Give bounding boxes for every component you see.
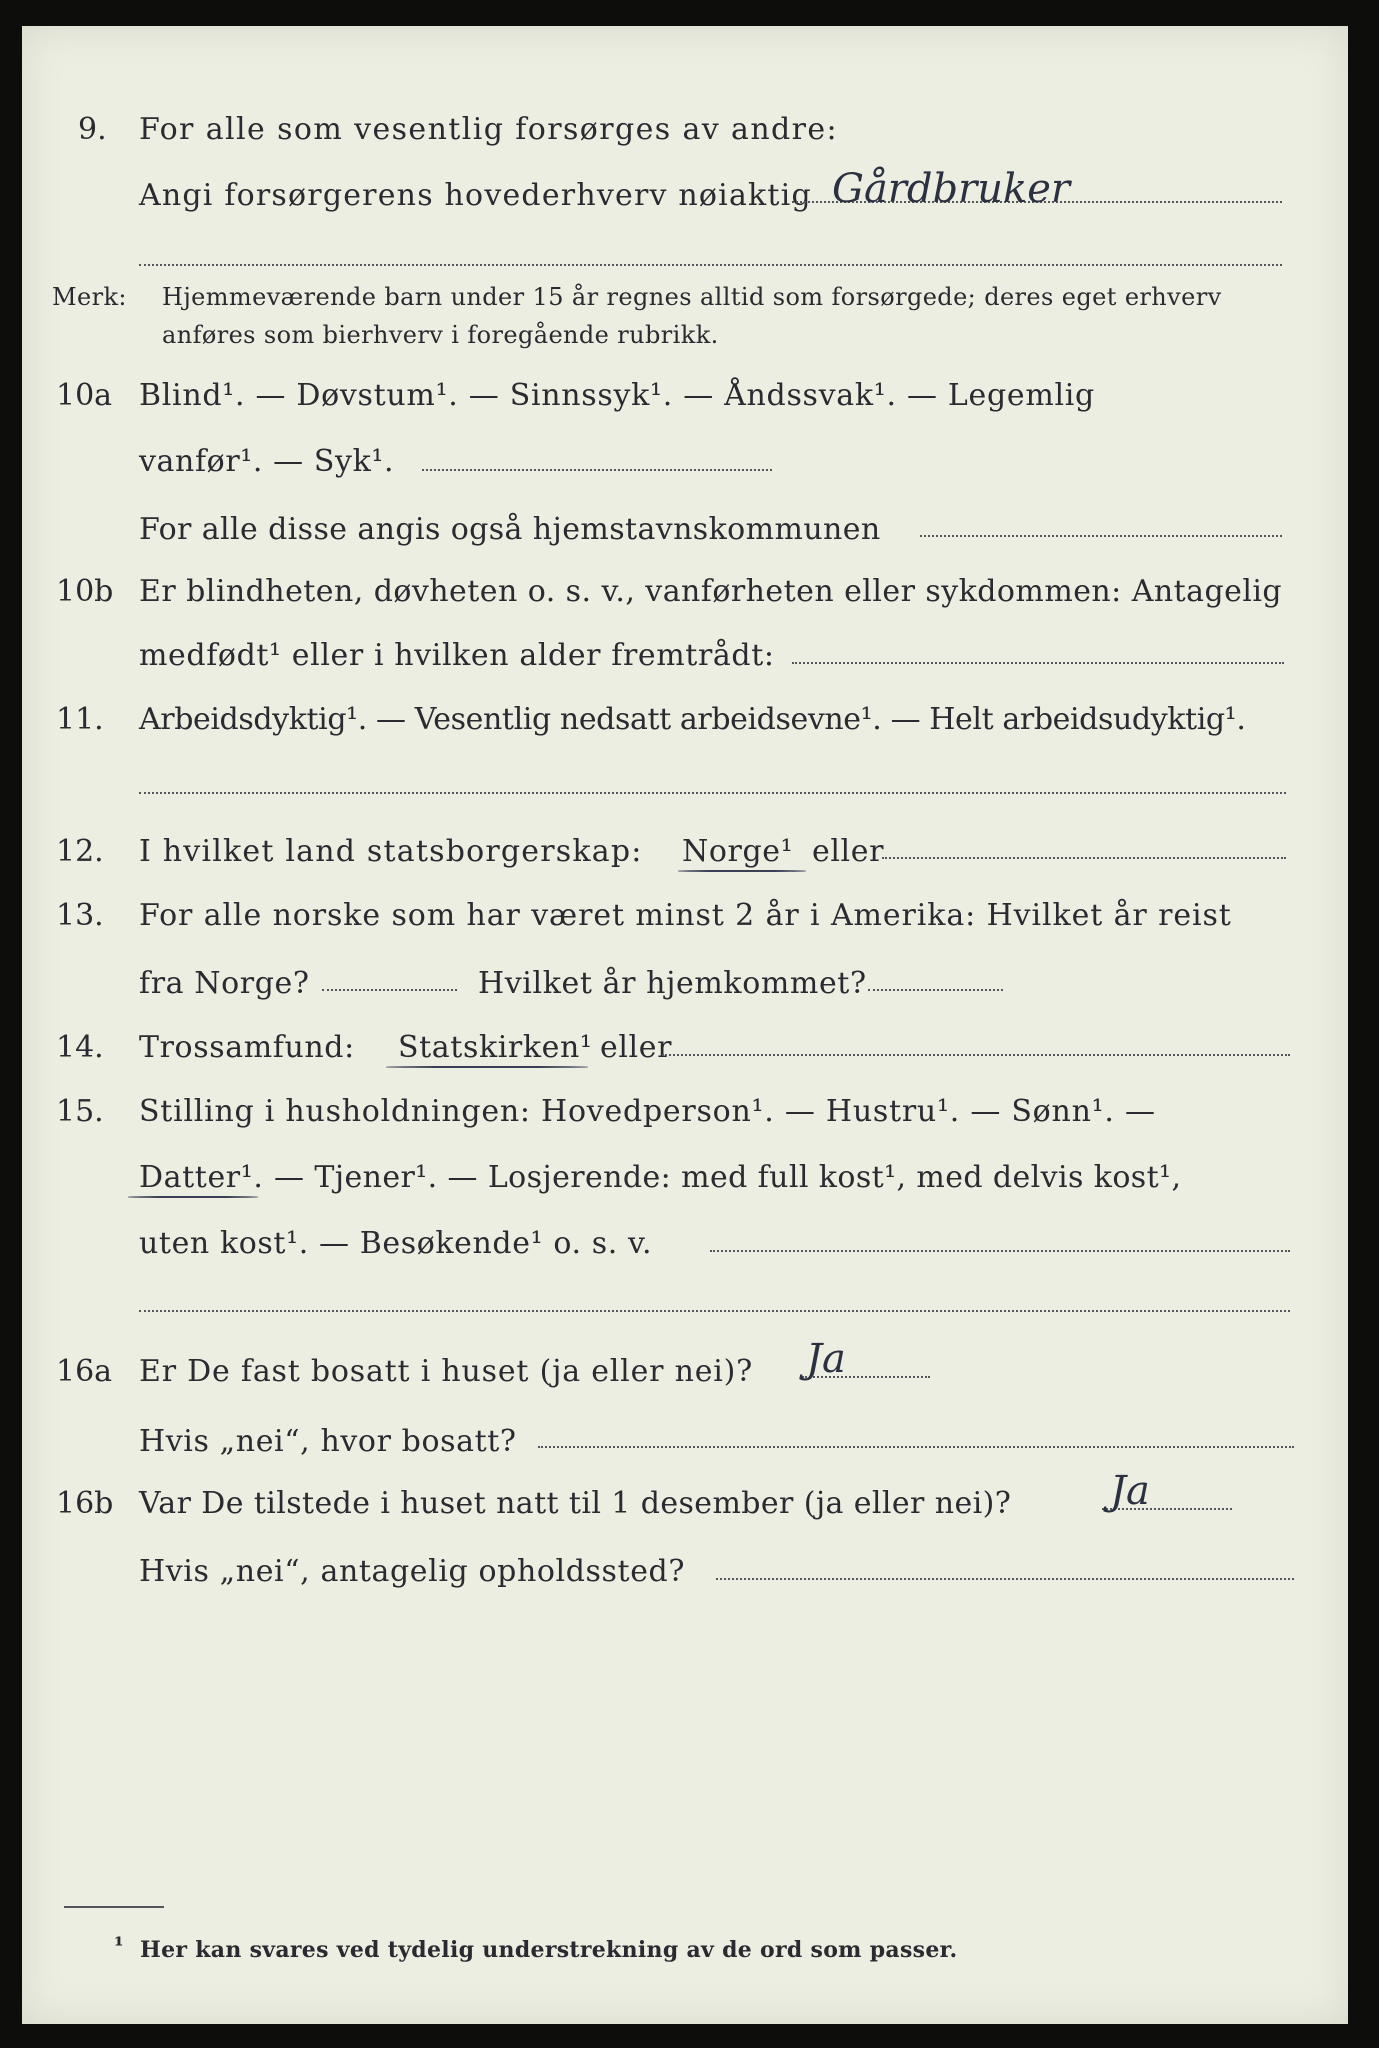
q9-extra-line bbox=[139, 264, 1282, 266]
q10a-line2-field bbox=[422, 469, 772, 471]
q13-reist-field bbox=[322, 989, 457, 991]
q16b-number: 16b bbox=[56, 1486, 114, 1521]
q14-choice-statskirken: Statskirken¹ bbox=[398, 1030, 593, 1065]
q16b-line2-field bbox=[716, 1578, 1294, 1580]
q16a-number: 16a bbox=[56, 1354, 113, 1389]
q9-number: 9. bbox=[78, 112, 107, 147]
q10b-line2: medfødt¹ eller i hvilken alder fremtrådt: bbox=[139, 638, 775, 673]
q10a-number: 10a bbox=[56, 378, 113, 413]
q16b-line2: Hvis „nei“, antagelig opholdssted? bbox=[139, 1554, 686, 1589]
q14-suffix: eller bbox=[600, 1030, 673, 1065]
q14-prefix: Trossamfund: bbox=[139, 1030, 355, 1065]
q10b-line1: Er blindheten, døvheten o. s. v., vanførheten eller sykdommen: Antagelig bbox=[139, 574, 1283, 609]
q12-choice-underline bbox=[678, 870, 806, 872]
footnote-text: Her kan svares ved tydelig understrekning av de ord som passer. bbox=[140, 1937, 958, 1963]
q15-line2rest: — Tjener¹. — Losjerende: med full kost¹, med delvis kost¹, bbox=[274, 1160, 1182, 1195]
q16b-line1: Var De tilstede i huset natt til 1 desember (ja eller nei)? bbox=[139, 1486, 1012, 1521]
census-form-page bbox=[22, 26, 1348, 2024]
q13-number: 13. bbox=[56, 898, 104, 933]
q16a-handwritten-answer: Ja bbox=[806, 1336, 846, 1382]
q9-handwritten-answer: Gårdbruker bbox=[832, 166, 1071, 212]
q9-line1: For alle som vesentlig forsørges av andre: bbox=[139, 112, 839, 147]
q11-number: 11. bbox=[56, 702, 104, 737]
q13-line2b: Hvilket år hjemkommet? bbox=[478, 966, 867, 1001]
q11-line1: Arbeidsdyktig¹. — Vesentlig nedsatt arbeidsevne¹. — Helt arbeidsudyktig¹. bbox=[139, 702, 1246, 737]
q13-line2a: fra Norge? bbox=[139, 966, 310, 1001]
merk-label: Merk: bbox=[52, 283, 127, 311]
q10a-line2: vanfør¹. — Syk¹. bbox=[139, 444, 395, 479]
q10b-line2-field bbox=[792, 662, 1284, 664]
q15-field bbox=[710, 1250, 1290, 1252]
q12-choice-norge: Norge¹ bbox=[682, 834, 794, 869]
q16a-line1: Er De fast bosatt i huset (ja eller nei)? bbox=[139, 1354, 754, 1389]
q15-choice-underline bbox=[128, 1196, 258, 1198]
q9-line2: Angi forsørgerens hovederhverv nøiaktig bbox=[139, 178, 812, 213]
q14-field bbox=[662, 1054, 1290, 1056]
q12-suffix: eller bbox=[812, 834, 885, 869]
footnote-mark: ¹ bbox=[114, 1933, 124, 1959]
q16a-line2-field bbox=[538, 1446, 1294, 1448]
q14-number: 14. bbox=[56, 1030, 104, 1065]
q11-extra-line bbox=[139, 792, 1286, 794]
q10b-number: 10b bbox=[56, 574, 114, 609]
q10a-line1: Blind¹. — Døvstum¹. — Sinnssyk¹. — Åndssvak¹. — Legemlig bbox=[139, 378, 1095, 413]
q12-field bbox=[882, 857, 1286, 859]
q16b-handwritten-answer: Ja bbox=[1110, 1468, 1150, 1514]
q13-line1: For alle norske som har været minst 2 år i Amerika: Hvilket år reist bbox=[139, 898, 1232, 933]
footnote-rule bbox=[64, 1906, 164, 1908]
q14-choice-underline bbox=[386, 1066, 588, 1068]
q10a-line3-field bbox=[920, 535, 1282, 537]
q15-choice-datter: Datter¹. bbox=[139, 1160, 264, 1195]
q15-line3: uten kost¹. — Besøkende¹ o. s. v. bbox=[139, 1226, 653, 1261]
merk-line2: anføres som bierhverv i foregående rubrikk. bbox=[162, 321, 719, 349]
q15-extra-line bbox=[139, 1310, 1290, 1312]
q15-line1: Stilling i husholdningen: Hovedperson¹. — Hustru¹. — Sønn¹. — bbox=[139, 1094, 1156, 1129]
merk-line1: Hjemmeværende barn under 15 år regnes alltid som forsørgede; deres eget erhverv bbox=[162, 283, 1222, 311]
q12-prefix: I hvilket land statsborgerskap: bbox=[139, 834, 643, 869]
q15-number: 15. bbox=[56, 1094, 104, 1129]
q10a-line3: For alle disse angis også hjemstavnskommunen bbox=[139, 512, 881, 547]
q16a-line2: Hvis „nei“, hvor bosatt? bbox=[139, 1424, 517, 1459]
q12-number: 12. bbox=[56, 834, 104, 869]
q13-hjemkommet-field bbox=[868, 989, 1003, 991]
